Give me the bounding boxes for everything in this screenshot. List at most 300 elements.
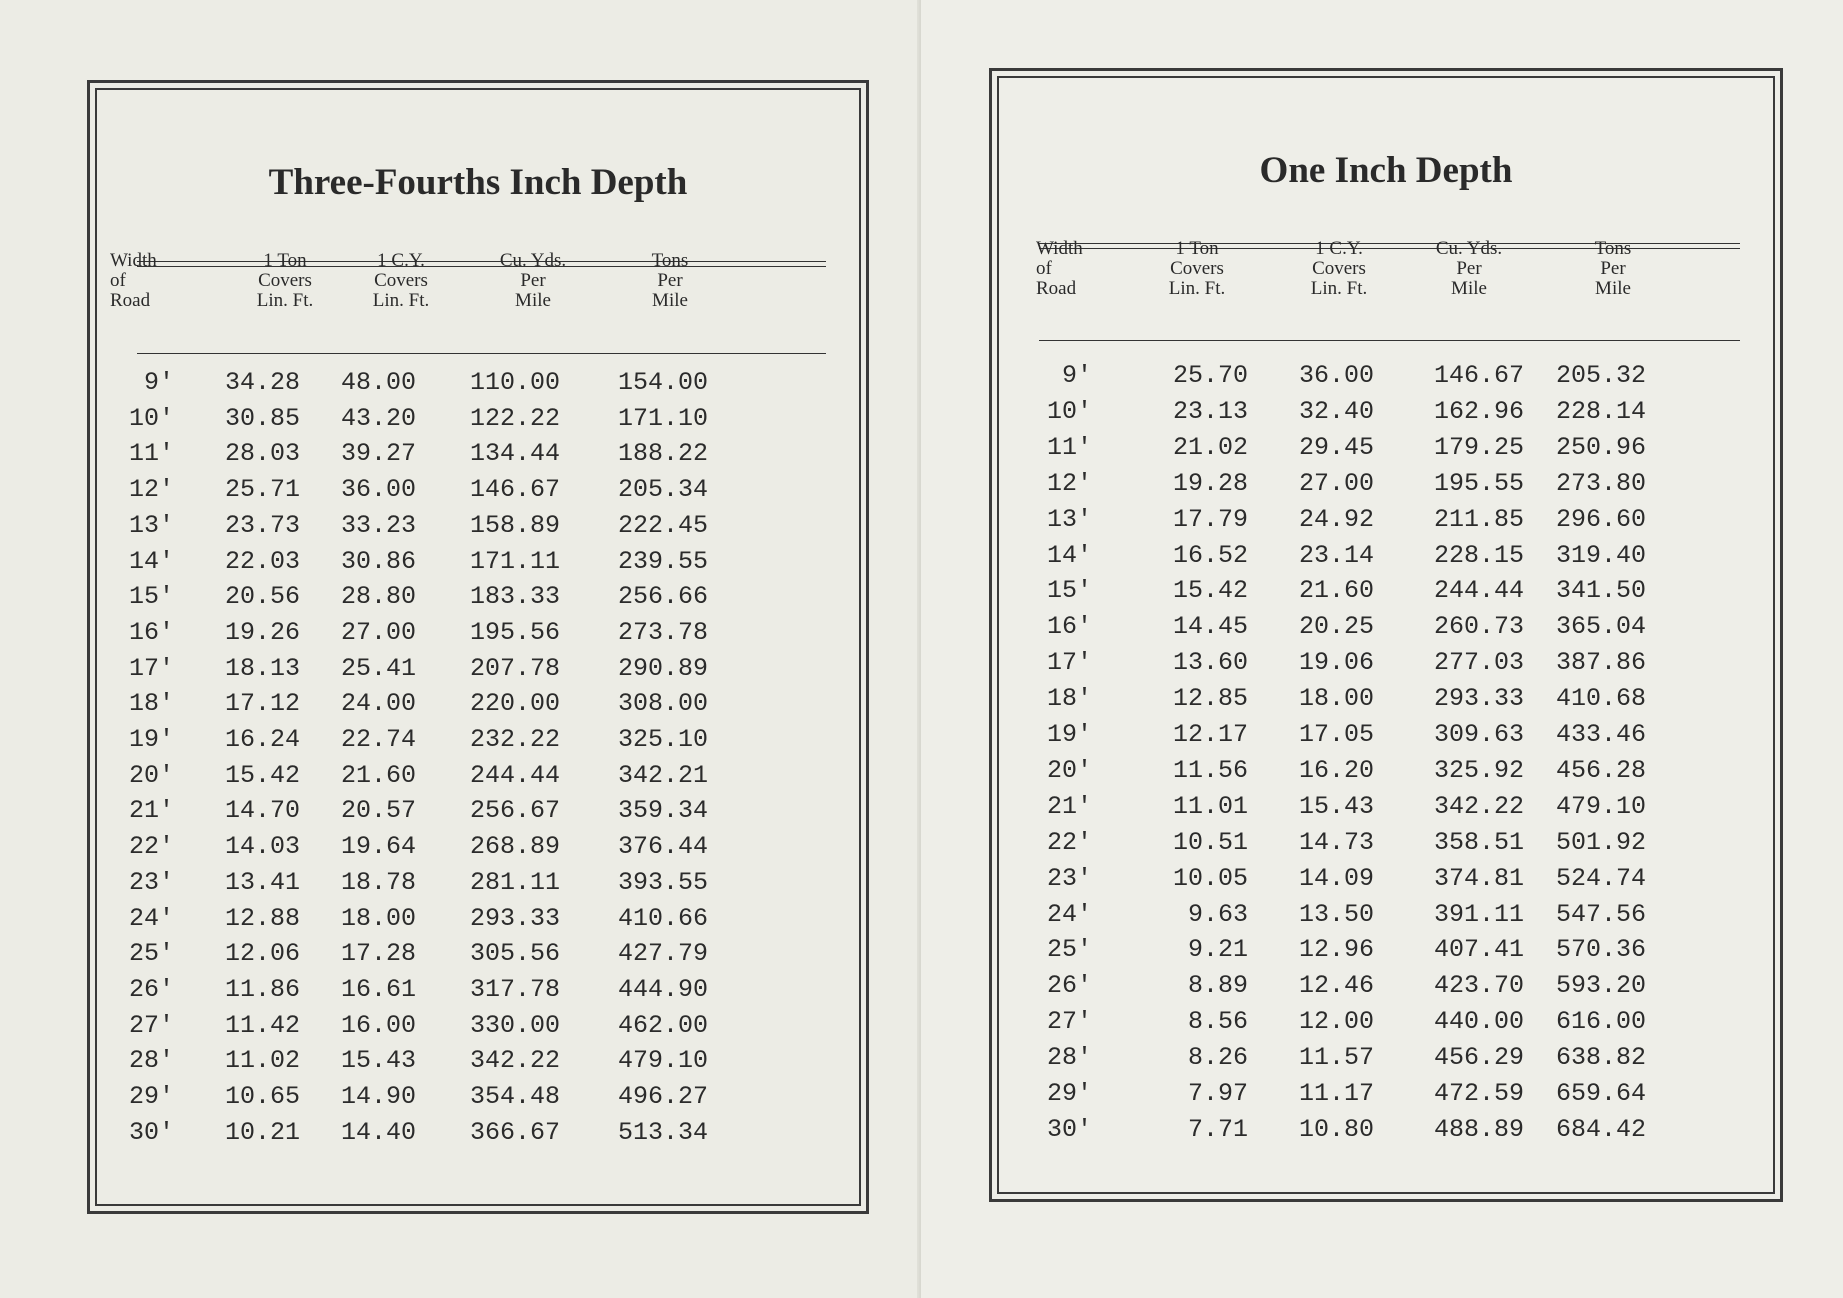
table-row <box>992 1115 1780 1151</box>
header-line: 1 Ton <box>1175 238 1219 259</box>
cell-cu-yds-per-mile: 366.67 <box>469 1117 560 1147</box>
cell-tons-per-mile: 171.10 <box>617 403 708 433</box>
cell-cy-covers-lin-ft: 27.00 <box>340 617 416 647</box>
cell-width-of-road: 9' <box>143 368 174 397</box>
cell-cu-yds-per-mile: 171.11 <box>469 546 560 576</box>
cell-width-of-road: 20' <box>128 760 174 790</box>
cell-cu-yds-per-mile: 281.11 <box>469 867 560 897</box>
table-row <box>90 725 866 761</box>
cell-cy-covers-lin-ft: 15.43 <box>1298 791 1374 821</box>
column-header-width-of-road <box>110 251 200 311</box>
cell-cu-yds-per-mile: 330.00 <box>469 1010 560 1040</box>
table-row <box>992 469 1780 505</box>
header-line: Per <box>1600 258 1626 279</box>
cell-width-of-road: 28' <box>1046 1043 1092 1073</box>
cell-ton-covers-lin-ft: 19.28 <box>1172 468 1248 498</box>
column-header-cu-yds-per-mile <box>458 251 608 311</box>
cell-cy-covers-lin-ft: 32.40 <box>1298 396 1374 426</box>
table-row <box>90 796 866 832</box>
cell-cu-yds-per-mile: 162.96 <box>1433 396 1524 426</box>
right-table-frame <box>989 68 1783 1202</box>
cell-width-of-road: 14' <box>128 546 174 576</box>
cell-tons-per-mile: 256.66 <box>617 582 708 612</box>
table-row <box>90 868 866 904</box>
header-line: Width <box>110 250 157 271</box>
cell-cy-covers-lin-ft: 20.57 <box>340 796 416 826</box>
left-table-frame <box>87 80 869 1214</box>
cell-tons-per-mile: 570.36 <box>1555 935 1646 965</box>
cell-tons-per-mile: 501.92 <box>1555 827 1646 857</box>
cell-width-of-road: 17' <box>128 653 174 683</box>
table-row <box>90 832 866 868</box>
cell-tons-per-mile: 444.90 <box>617 974 708 1004</box>
cell-cy-covers-lin-ft: 22.74 <box>340 725 416 754</box>
table-title: One Inch Depth <box>1259 150 1513 191</box>
cell-width-of-road: 26' <box>1046 971 1092 1001</box>
table-row <box>90 1011 866 1047</box>
cell-cy-covers-lin-ft: 16.20 <box>1298 755 1374 785</box>
cell-ton-covers-lin-ft: 19.26 <box>224 617 300 647</box>
cell-ton-covers-lin-ft: 18.13 <box>224 653 300 683</box>
cell-tons-per-mile: 359.34 <box>617 796 708 826</box>
cell-tons-per-mile: 319.40 <box>1555 540 1646 570</box>
cell-cy-covers-lin-ft: 33.23 <box>340 510 416 540</box>
cell-tons-per-mile: 188.22 <box>617 439 708 469</box>
cell-tons-per-mile: 308.00 <box>617 689 708 719</box>
header-line: Per <box>1456 258 1482 279</box>
header-bottom-rule <box>1039 340 1740 341</box>
cell-cu-yds-per-mile: 342.22 <box>469 1046 560 1076</box>
cell-ton-covers-lin-ft: 11.02 <box>224 1046 300 1076</box>
cell-cy-covers-lin-ft: 20.25 <box>1298 612 1374 642</box>
cell-cy-covers-lin-ft: 18.78 <box>340 867 416 897</box>
cell-cy-covers-lin-ft: 25.41 <box>340 653 416 683</box>
table-row <box>992 505 1780 541</box>
cell-cy-covers-lin-ft: 36.00 <box>340 475 416 505</box>
cell-cy-covers-lin-ft: 16.00 <box>340 1010 416 1040</box>
cell-ton-covers-lin-ft: 14.70 <box>224 796 300 826</box>
cell-cu-yds-per-mile: 256.67 <box>469 796 560 826</box>
cell-width-of-road: 16' <box>1046 612 1092 642</box>
cell-ton-covers-lin-ft: 8.56 <box>1187 1007 1248 1037</box>
cell-cu-yds-per-mile: 472.59 <box>1433 1079 1524 1108</box>
table-row <box>90 761 866 797</box>
cell-tons-per-mile: 524.74 <box>1555 863 1646 893</box>
cell-ton-covers-lin-ft: 16.52 <box>1172 540 1248 570</box>
cell-cu-yds-per-mile: 228.15 <box>1433 540 1524 570</box>
cell-cu-yds-per-mile: 146.67 <box>1433 361 1524 390</box>
header-line: of <box>110 270 126 291</box>
cell-cu-yds-per-mile: 110.00 <box>469 368 560 397</box>
header-line: Lin. Ft. <box>1168 278 1226 299</box>
table-row <box>90 618 866 654</box>
cell-cu-yds-per-mile: 158.89 <box>469 510 560 540</box>
cell-width-of-road: 18' <box>128 689 174 719</box>
header-line: Cu. Yds. <box>499 250 567 271</box>
cell-width-of-road: 13' <box>128 510 174 540</box>
cell-tons-per-mile: 410.68 <box>1555 684 1646 714</box>
cell-width-of-road: 11' <box>128 439 174 469</box>
column-header-cu-yds-per-mile <box>1394 239 1544 299</box>
cell-width-of-road: 13' <box>1046 504 1092 534</box>
header-line: Covers <box>374 270 428 291</box>
cell-cu-yds-per-mile: 456.29 <box>1433 1043 1524 1073</box>
cell-ton-covers-lin-ft: 13.60 <box>1172 648 1248 678</box>
table-row <box>90 975 866 1011</box>
column-header-ton-covers-lin-ft <box>1132 239 1262 299</box>
header-line: Lin. Ft. <box>256 290 314 311</box>
cell-cy-covers-lin-ft: 11.57 <box>1298 1043 1374 1073</box>
cell-width-of-road: 18' <box>1046 684 1092 714</box>
cell-tons-per-mile: 513.34 <box>617 1117 708 1147</box>
table-row <box>992 576 1780 612</box>
cell-tons-per-mile: 228.14 <box>1555 396 1646 426</box>
cell-width-of-road: 25' <box>1046 935 1092 965</box>
cell-width-of-road: 24' <box>1046 899 1092 929</box>
cell-cy-covers-lin-ft: 16.61 <box>340 974 416 1004</box>
table-row <box>992 648 1780 684</box>
cell-cu-yds-per-mile: 179.25 <box>1433 432 1524 462</box>
cell-cu-yds-per-mile: 122.22 <box>469 403 560 433</box>
cell-ton-covers-lin-ft: 17.79 <box>1172 504 1248 534</box>
cell-tons-per-mile: 341.50 <box>1555 576 1646 606</box>
cell-cy-covers-lin-ft: 36.00 <box>1298 361 1374 390</box>
cell-tons-per-mile: 684.42 <box>1555 1114 1646 1144</box>
cell-tons-per-mile: 365.04 <box>1555 612 1646 642</box>
cell-tons-per-mile: 616.00 <box>1555 1007 1646 1037</box>
cell-width-of-road: 23' <box>1046 863 1092 893</box>
cell-cy-covers-lin-ft: 24.00 <box>340 689 416 719</box>
cell-cu-yds-per-mile: 293.33 <box>469 903 560 933</box>
table-row <box>992 433 1780 469</box>
cell-cu-yds-per-mile: 325.92 <box>1433 755 1524 785</box>
cell-ton-covers-lin-ft: 11.56 <box>1172 755 1248 785</box>
header-line: Covers <box>1170 258 1224 279</box>
table-row <box>90 547 866 583</box>
cell-cy-covers-lin-ft: 29.45 <box>1298 432 1374 462</box>
cell-cy-covers-lin-ft: 39.27 <box>340 439 416 469</box>
cell-width-of-road: 30' <box>128 1117 174 1147</box>
cell-width-of-road: 22' <box>1046 827 1092 857</box>
cell-ton-covers-lin-ft: 13.41 <box>224 867 300 897</box>
cell-cu-yds-per-mile: 342.22 <box>1433 791 1524 821</box>
cell-cu-yds-per-mile: 134.44 <box>469 439 560 469</box>
header-line: 1 C.Y. <box>377 250 425 271</box>
cell-tons-per-mile: 290.89 <box>617 653 708 683</box>
cell-ton-covers-lin-ft: 10.65 <box>224 1082 300 1111</box>
cell-tons-per-mile: 387.86 <box>1555 648 1646 678</box>
cell-tons-per-mile: 479.10 <box>617 1046 708 1076</box>
cell-ton-covers-lin-ft: 12.85 <box>1172 684 1248 714</box>
cell-cu-yds-per-mile: 305.56 <box>469 939 560 969</box>
cell-cy-covers-lin-ft: 19.64 <box>340 832 416 862</box>
cell-cy-covers-lin-ft: 27.00 <box>1298 468 1374 498</box>
table-row <box>992 361 1780 397</box>
cell-width-of-road: 19' <box>128 725 174 754</box>
cell-tons-per-mile: 273.78 <box>617 617 708 647</box>
cell-cy-covers-lin-ft: 17.05 <box>1298 720 1374 749</box>
header-line: Tons <box>651 250 689 271</box>
cell-width-of-road: 10' <box>1046 396 1092 426</box>
cell-cu-yds-per-mile: 309.63 <box>1433 720 1524 749</box>
cell-cy-covers-lin-ft: 14.40 <box>340 1117 416 1147</box>
cell-width-of-road: 10' <box>128 403 174 433</box>
cell-ton-covers-lin-ft: 9.63 <box>1187 899 1248 929</box>
cell-cu-yds-per-mile: 407.41 <box>1433 935 1524 965</box>
cell-cu-yds-per-mile: 440.00 <box>1433 1007 1524 1037</box>
header-line: Covers <box>1312 258 1366 279</box>
cell-cy-covers-lin-ft: 23.14 <box>1298 540 1374 570</box>
cell-ton-covers-lin-ft: 9.21 <box>1187 935 1248 965</box>
header-line: Per <box>520 270 546 291</box>
cell-tons-per-mile: 239.55 <box>617 546 708 576</box>
cell-tons-per-mile: 376.44 <box>617 832 708 862</box>
cell-ton-covers-lin-ft: 15.42 <box>1172 576 1248 606</box>
cell-cu-yds-per-mile: 195.56 <box>469 617 560 647</box>
cell-cy-covers-lin-ft: 18.00 <box>340 903 416 933</box>
column-header-cy-covers-lin-ft <box>1274 239 1404 299</box>
cell-cu-yds-per-mile: 220.00 <box>469 689 560 719</box>
right-page <box>921 0 1843 1298</box>
cell-cu-yds-per-mile: 488.89 <box>1433 1114 1524 1144</box>
cell-tons-per-mile: 593.20 <box>1555 971 1646 1001</box>
cell-tons-per-mile: 496.27 <box>617 1082 708 1111</box>
cell-width-of-road: 15' <box>128 582 174 612</box>
cell-ton-covers-lin-ft: 22.03 <box>224 546 300 576</box>
cell-tons-per-mile: 296.60 <box>1555 504 1646 534</box>
cell-width-of-road: 11' <box>1046 432 1092 462</box>
header-line: Width <box>1036 238 1083 259</box>
cell-ton-covers-lin-ft: 8.89 <box>1187 971 1248 1001</box>
cell-tons-per-mile: 205.32 <box>1555 361 1646 390</box>
table-row <box>90 904 866 940</box>
cell-ton-covers-lin-ft: 10.05 <box>1172 863 1248 893</box>
cell-cy-covers-lin-ft: 10.80 <box>1298 1114 1374 1144</box>
table-row <box>992 864 1780 900</box>
header-line: 1 C.Y. <box>1315 238 1363 259</box>
cell-width-of-road: 24' <box>128 903 174 933</box>
cell-cu-yds-per-mile: 211.85 <box>1433 504 1524 534</box>
cell-width-of-road: 23' <box>128 867 174 897</box>
cell-ton-covers-lin-ft: 25.70 <box>1172 361 1248 390</box>
cell-tons-per-mile: 342.21 <box>617 760 708 790</box>
cell-width-of-road: 25' <box>128 939 174 969</box>
cell-cy-covers-lin-ft: 21.60 <box>340 760 416 790</box>
table-row <box>90 439 866 475</box>
cell-cy-covers-lin-ft: 13.50 <box>1298 899 1374 929</box>
header-line: Mile <box>515 290 551 311</box>
cell-ton-covers-lin-ft: 17.12 <box>224 689 300 719</box>
table-row <box>90 582 866 618</box>
header-line: Lin. Ft. <box>372 290 430 311</box>
cell-cu-yds-per-mile: 354.48 <box>469 1082 560 1111</box>
cell-cy-covers-lin-ft: 19.06 <box>1298 648 1374 678</box>
header-line: Mile <box>1451 278 1487 299</box>
cell-tons-per-mile: 462.00 <box>617 1010 708 1040</box>
cell-cu-yds-per-mile: 277.03 <box>1433 648 1524 678</box>
cell-ton-covers-lin-ft: 23.73 <box>224 510 300 540</box>
cell-cu-yds-per-mile: 293.33 <box>1433 684 1524 714</box>
cell-width-of-road: 12' <box>1046 468 1092 498</box>
table-row <box>992 1043 1780 1079</box>
cell-ton-covers-lin-ft: 7.71 <box>1187 1114 1248 1144</box>
cell-ton-covers-lin-ft: 12.88 <box>224 903 300 933</box>
cell-width-of-road: 19' <box>1046 720 1092 749</box>
cell-ton-covers-lin-ft: 30.85 <box>224 403 300 433</box>
cell-width-of-road: 20' <box>1046 755 1092 785</box>
table-row <box>992 828 1780 864</box>
table-row <box>992 720 1780 756</box>
cell-cu-yds-per-mile: 195.55 <box>1433 468 1524 498</box>
cell-ton-covers-lin-ft: 12.17 <box>1172 720 1248 749</box>
cell-cu-yds-per-mile: 268.89 <box>469 832 560 862</box>
table-row <box>992 612 1780 648</box>
table-row <box>992 1079 1780 1115</box>
cell-width-of-road: 21' <box>128 796 174 826</box>
cell-cy-covers-lin-ft: 48.00 <box>340 368 416 397</box>
cell-tons-per-mile: 325.10 <box>617 725 708 754</box>
cell-width-of-road: 26' <box>128 974 174 1004</box>
table-row <box>90 475 866 511</box>
cell-width-of-road: 17' <box>1046 648 1092 678</box>
cell-width-of-road: 27' <box>128 1010 174 1040</box>
cell-cu-yds-per-mile: 146.67 <box>469 475 560 505</box>
cell-tons-per-mile: 393.55 <box>617 867 708 897</box>
cell-width-of-road: 12' <box>128 475 174 505</box>
cell-ton-covers-lin-ft: 8.26 <box>1187 1043 1248 1073</box>
cell-cy-covers-lin-ft: 17.28 <box>340 939 416 969</box>
cell-ton-covers-lin-ft: 20.56 <box>224 582 300 612</box>
cell-tons-per-mile: 456.28 <box>1555 755 1646 785</box>
cell-cu-yds-per-mile: 183.33 <box>469 582 560 612</box>
cell-tons-per-mile: 222.45 <box>617 510 708 540</box>
header-bottom-rule <box>137 353 826 354</box>
cell-width-of-road: 9' <box>1061 361 1092 390</box>
cell-cy-covers-lin-ft: 28.80 <box>340 582 416 612</box>
cell-width-of-road: 22' <box>128 832 174 862</box>
cell-width-of-road: 16' <box>128 617 174 647</box>
cell-width-of-road: 30' <box>1046 1114 1092 1144</box>
header-line: Lin. Ft. <box>1310 278 1368 299</box>
table-row <box>992 684 1780 720</box>
cell-ton-covers-lin-ft: 12.06 <box>224 939 300 969</box>
table-row <box>992 935 1780 971</box>
header-line: Road <box>110 290 151 311</box>
cell-ton-covers-lin-ft: 11.01 <box>1172 791 1248 821</box>
cell-ton-covers-lin-ft: 15.42 <box>224 760 300 790</box>
cell-cy-covers-lin-ft: 30.86 <box>340 546 416 576</box>
header-line: Mile <box>652 290 688 311</box>
cell-cu-yds-per-mile: 391.11 <box>1433 899 1524 929</box>
column-header-tons-per-mile <box>600 251 740 311</box>
cell-ton-covers-lin-ft: 10.21 <box>224 1117 300 1147</box>
cell-cy-covers-lin-ft: 11.17 <box>1298 1079 1374 1108</box>
header-line: Tons <box>1594 238 1632 259</box>
cell-ton-covers-lin-ft: 34.28 <box>224 368 300 397</box>
cell-tons-per-mile: 479.10 <box>1555 791 1646 821</box>
cell-ton-covers-lin-ft: 23.13 <box>1172 396 1248 426</box>
cell-ton-covers-lin-ft: 10.51 <box>1172 827 1248 857</box>
cell-cu-yds-per-mile: 358.51 <box>1433 827 1524 857</box>
cell-cu-yds-per-mile: 232.22 <box>469 725 560 754</box>
header-line: Per <box>657 270 683 291</box>
cell-cy-covers-lin-ft: 24.92 <box>1298 504 1374 534</box>
cell-width-of-road: 28' <box>128 1046 174 1076</box>
cell-cu-yds-per-mile: 423.70 <box>1433 971 1524 1001</box>
table-row <box>90 654 866 690</box>
table-row <box>90 368 866 404</box>
table-row <box>90 939 866 975</box>
cell-width-of-road: 14' <box>1046 540 1092 570</box>
table-row <box>992 397 1780 433</box>
cell-ton-covers-lin-ft: 16.24 <box>224 725 300 754</box>
cell-tons-per-mile: 638.82 <box>1555 1043 1646 1073</box>
table-row <box>90 1082 866 1118</box>
cell-tons-per-mile: 250.96 <box>1555 432 1646 462</box>
table-row <box>992 971 1780 1007</box>
header-line: Mile <box>1595 278 1631 299</box>
cell-cy-covers-lin-ft: 12.00 <box>1298 1007 1374 1037</box>
cell-ton-covers-lin-ft: 7.97 <box>1187 1079 1248 1108</box>
cell-cy-covers-lin-ft: 14.73 <box>1298 827 1374 857</box>
table-row <box>90 404 866 440</box>
cell-cy-covers-lin-ft: 14.90 <box>340 1082 416 1111</box>
cell-cy-covers-lin-ft: 18.00 <box>1298 684 1374 714</box>
cell-width-of-road: 27' <box>1046 1007 1092 1037</box>
table-row <box>90 1118 866 1154</box>
cell-width-of-road: 29' <box>1046 1079 1092 1108</box>
cell-cy-covers-lin-ft: 15.43 <box>340 1046 416 1076</box>
cell-tons-per-mile: 273.80 <box>1555 468 1646 498</box>
cell-cy-covers-lin-ft: 12.46 <box>1298 971 1374 1001</box>
cell-cu-yds-per-mile: 260.73 <box>1433 612 1524 642</box>
cell-ton-covers-lin-ft: 21.02 <box>1172 432 1248 462</box>
cell-tons-per-mile: 410.66 <box>617 903 708 933</box>
cell-cu-yds-per-mile: 244.44 <box>1433 576 1524 606</box>
cell-cu-yds-per-mile: 207.78 <box>469 653 560 683</box>
cell-ton-covers-lin-ft: 28.03 <box>224 439 300 469</box>
column-header-tons-per-mile <box>1548 239 1678 299</box>
table-row <box>90 689 866 725</box>
cell-ton-covers-lin-ft: 14.45 <box>1172 612 1248 642</box>
cell-cy-covers-lin-ft: 21.60 <box>1298 576 1374 606</box>
header-line: Road <box>1036 278 1077 299</box>
cell-ton-covers-lin-ft: 25.71 <box>224 475 300 505</box>
table-row <box>90 511 866 547</box>
header-line: of <box>1036 258 1052 279</box>
column-header-width-of-road <box>1036 239 1126 299</box>
column-header-ton-covers-lin-ft <box>220 251 350 311</box>
cell-tons-per-mile: 659.64 <box>1555 1079 1646 1108</box>
cell-cy-covers-lin-ft: 12.96 <box>1298 935 1374 965</box>
table-row <box>992 756 1780 792</box>
cell-cy-covers-lin-ft: 14.09 <box>1298 863 1374 893</box>
table-row <box>992 792 1780 828</box>
cell-tons-per-mile: 154.00 <box>617 368 708 397</box>
cell-cu-yds-per-mile: 317.78 <box>469 974 560 1004</box>
table-row <box>992 900 1780 936</box>
cell-cu-yds-per-mile: 244.44 <box>469 760 560 790</box>
column-header-cy-covers-lin-ft <box>336 251 466 311</box>
cell-cy-covers-lin-ft: 43.20 <box>340 403 416 433</box>
cell-cu-yds-per-mile: 374.81 <box>1433 863 1524 893</box>
cell-width-of-road: 21' <box>1046 791 1092 821</box>
cell-tons-per-mile: 547.56 <box>1555 899 1646 929</box>
cell-ton-covers-lin-ft: 11.42 <box>224 1010 300 1040</box>
cell-tons-per-mile: 427.79 <box>617 939 708 969</box>
left-page <box>0 0 921 1298</box>
cell-width-of-road: 29' <box>128 1082 174 1111</box>
